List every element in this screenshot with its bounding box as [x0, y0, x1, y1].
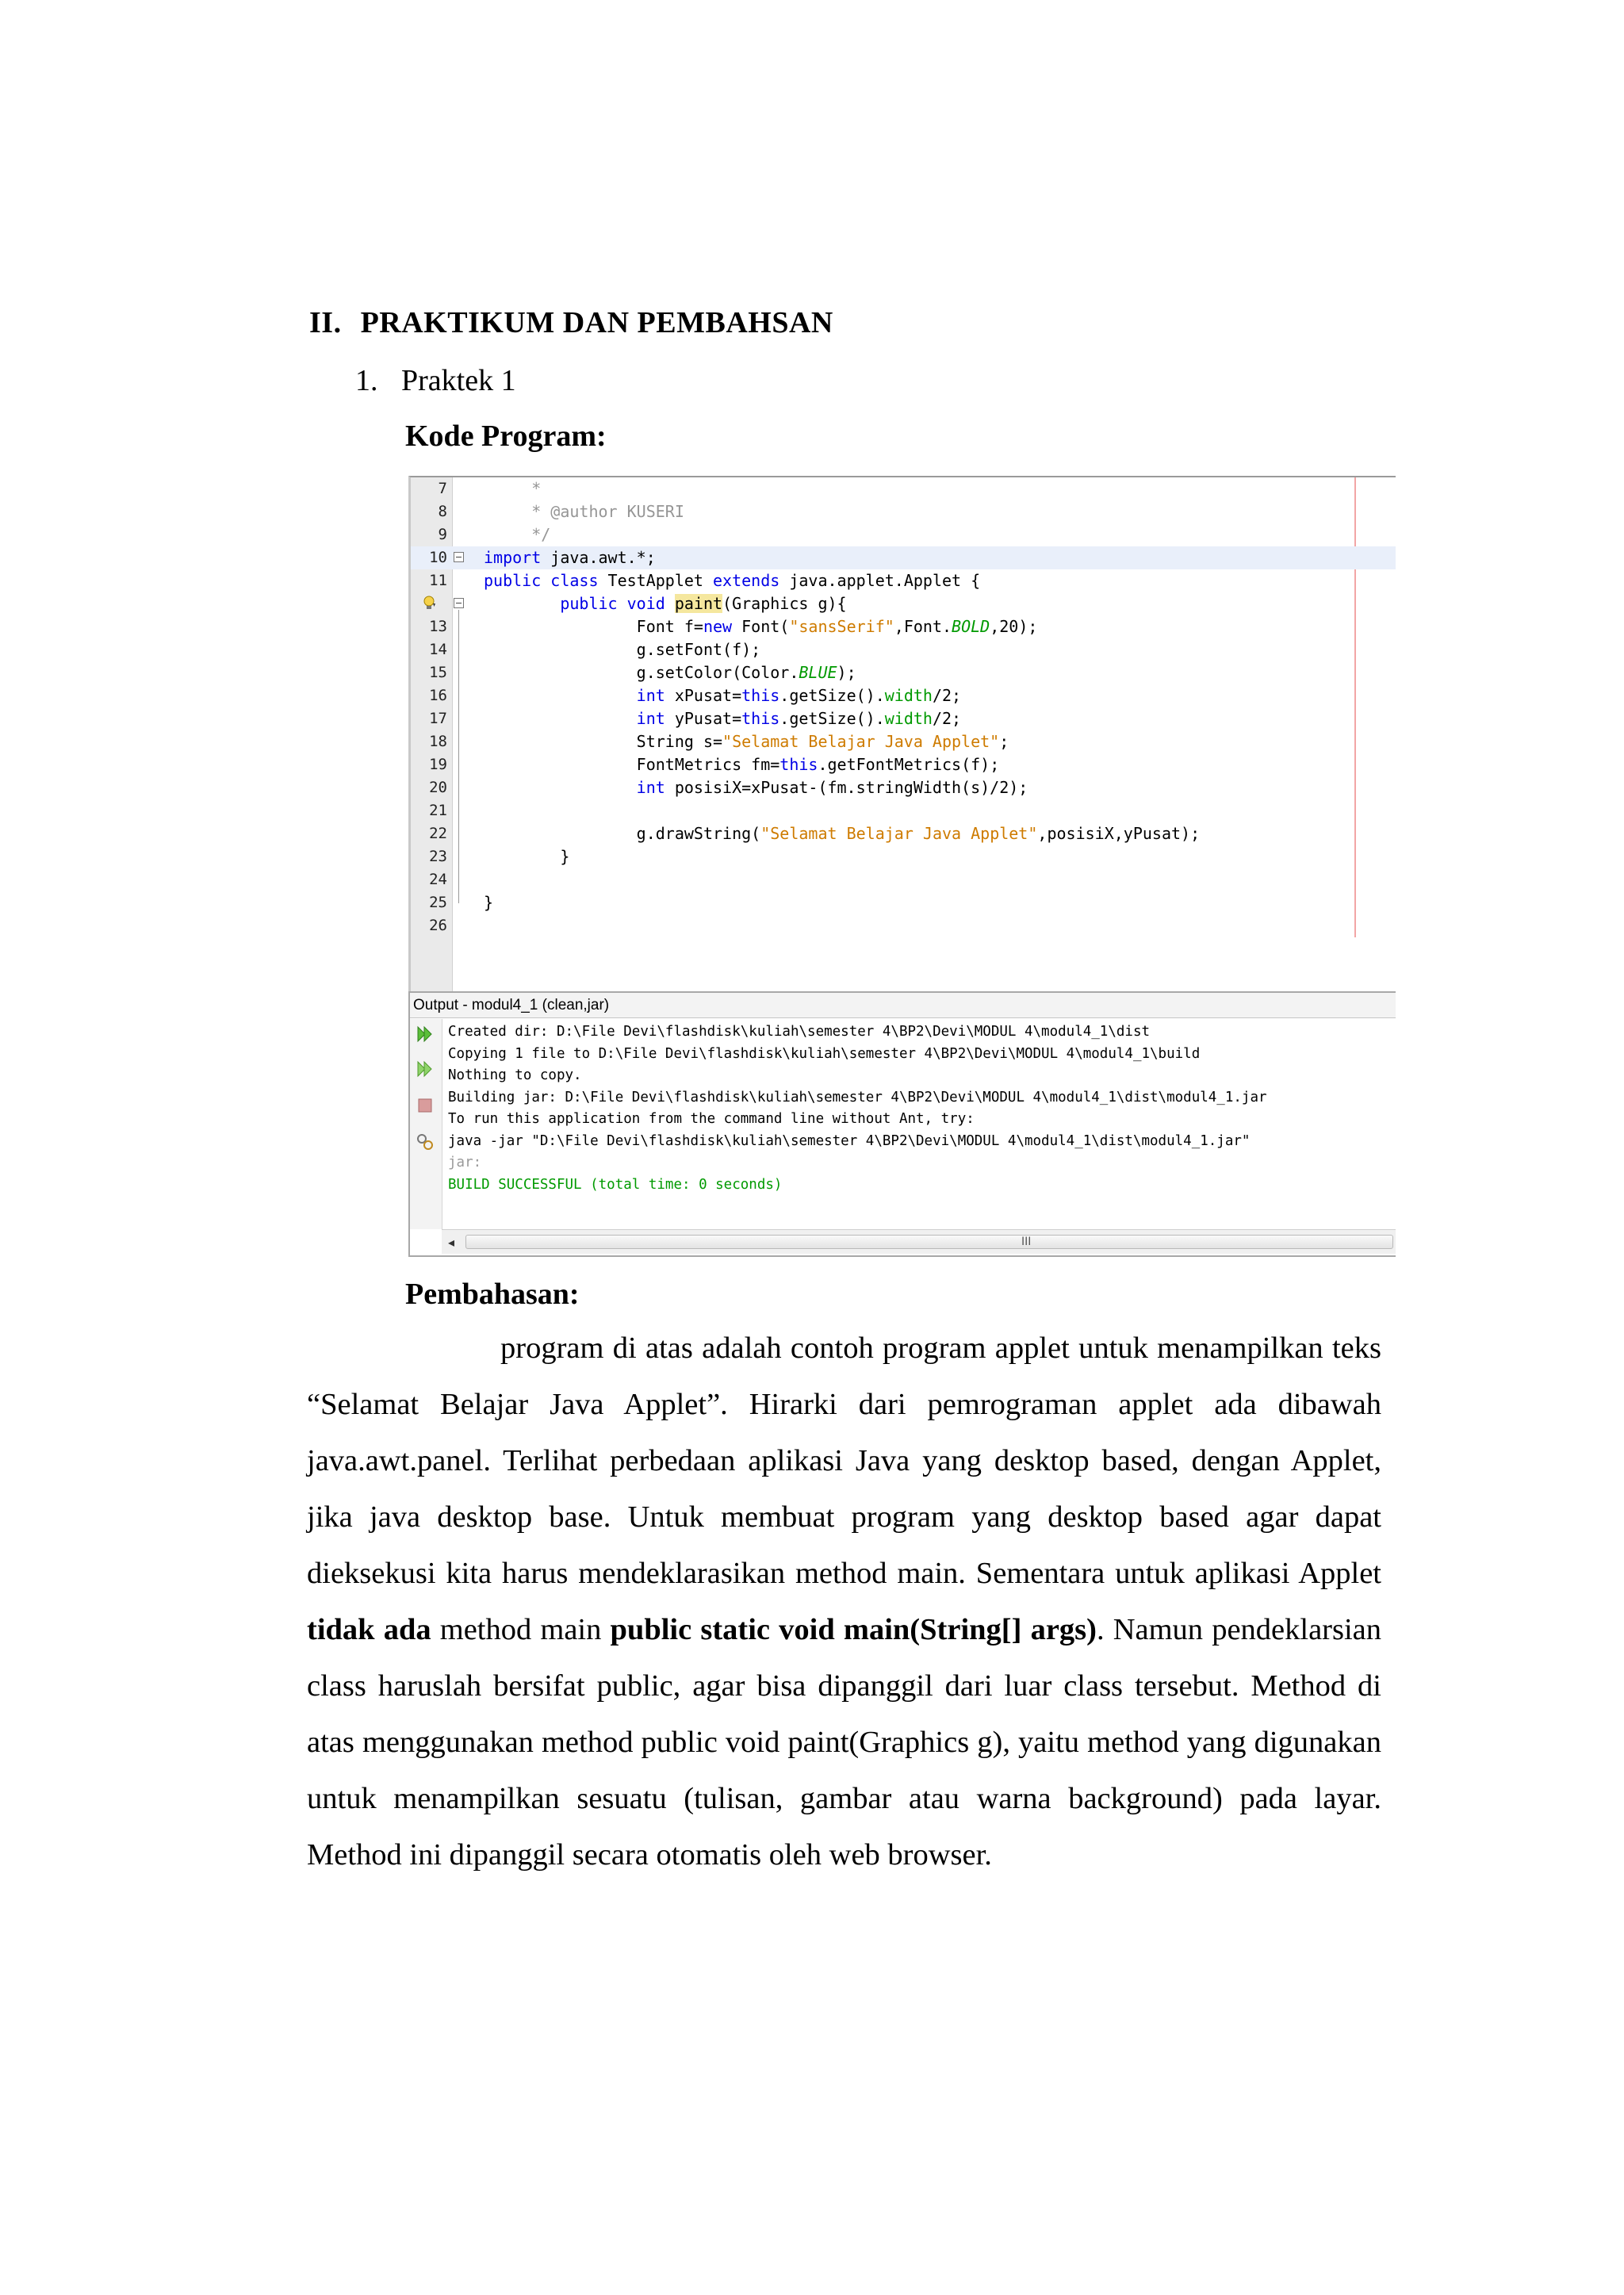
- kode-program-heading: Kode Program:: [405, 420, 607, 453]
- stop-icon[interactable]: [415, 1095, 435, 1116]
- code-text: String s="Selamat Belajar Java Applet";: [484, 732, 1009, 751]
- code-text: int posisiX=xPusat-(fm.stringWidth(s)/2);: [636, 778, 1028, 797]
- paragraph-text: program di atas adalah contoh program applet untuk menampilkan teks “Selamat Belajar Java Applet”. Hirarki dari pemrograman applet ada dibawah java.awt.panel. Terlihat perbedaan aplikasi Java yang desktop based, dengan Applet, jika java desktop base. Untuk membuat program yang desktop based agar dapat dieksekusi kita harus mendeklarasikan method main. Sementara untuk aplikasi Applet: [307, 1331, 1381, 1590]
- paragraph-bold: public static void main(String[] args): [610, 1613, 1097, 1646]
- code-line: [411, 523, 1396, 546]
- line-number: 25: [429, 894, 447, 911]
- code-text: public class TestApplet extends java.applet.Applet {: [484, 571, 981, 590]
- fold-toggle-icon[interactable]: [454, 598, 464, 608]
- rerun-with-options-icon[interactable]: [415, 1059, 435, 1079]
- code-text: }: [484, 847, 570, 866]
- line-number: 26: [429, 917, 447, 934]
- discussion-paragraph: [307, 1320, 1381, 1883]
- code-line: [411, 477, 1396, 500]
- scroll-grip: III: [1021, 1236, 1032, 1248]
- paragraph-bold: tidak ada: [307, 1613, 431, 1646]
- line-number: 17: [429, 710, 447, 727]
- line-number: 10: [429, 549, 447, 566]
- output-line: jar:: [448, 1155, 482, 1170]
- output-line: Building jar: D:\File Devi\flashdisk\kuliah\semester 4\BP2\Devi\MODUL 4\modul4_1\dist\modul4_1.jar: [448, 1089, 1267, 1105]
- horizontal-scrollbar[interactable]: [442, 1229, 1396, 1254]
- code-text: * @author KUSERI: [484, 502, 684, 521]
- line-number: 9: [438, 526, 447, 543]
- code-text: import java.awt.*;: [484, 548, 656, 567]
- code-line: [411, 845, 1396, 868]
- code-line: [411, 661, 1396, 684]
- line-number: 13: [429, 618, 447, 635]
- code-line: [411, 707, 1396, 730]
- code-text: int yPusat=this.getSize().width/2;: [636, 709, 962, 728]
- scroll-thumb[interactable]: [465, 1235, 1393, 1249]
- output-line: To run this application from the command line without Ant, try:: [448, 1111, 975, 1127]
- line-number: 24: [429, 871, 447, 888]
- code-line: [411, 592, 1396, 615]
- output-log: [448, 1021, 1267, 1196]
- paragraph-text: . Namun pendeklarsian class haruslah bersifat public, agar bisa dipanggil dari luar class tersebut. Method di atas menggunakan method public void paint(Graphics g), yaitu method yang digunakan untuk menampilkan sesuatu (tulisan, gambar atau warna background) pada layar. Method ini dipanggil secara otomatis oleh web browser.: [307, 1613, 1381, 1872]
- line-number: 14: [429, 641, 447, 658]
- code-line: [411, 500, 1396, 523]
- code-line: [411, 569, 1396, 592]
- line-number: 20: [429, 779, 447, 796]
- code-line: [411, 868, 1396, 891]
- code-line: [411, 776, 1396, 799]
- output-line: Created dir: D:\File Devi\flashdisk\kuliah\semester 4\BP2\Devi\MODUL 4\modul4_1\dist: [448, 1024, 1151, 1040]
- code-editor: [408, 476, 1396, 998]
- section-heading: [309, 305, 833, 340]
- code-line: [411, 684, 1396, 707]
- code-text: g.setColor(Color.BLUE);: [484, 663, 856, 682]
- paragraph-text: method main: [431, 1613, 611, 1646]
- pembahasan-heading: Pembahasan:: [405, 1278, 580, 1311]
- list-item: [355, 363, 516, 398]
- line-number: 18: [429, 733, 447, 750]
- code-line: [411, 638, 1396, 661]
- line-number: 16: [429, 687, 447, 704]
- line-number: 21: [429, 802, 447, 819]
- code-line: [411, 753, 1396, 776]
- build-status-line: BUILD SUCCESSFUL (total time: 0 seconds): [448, 1176, 783, 1193]
- code-line: [411, 891, 1396, 914]
- list-item-label: Praktek 1: [401, 364, 516, 397]
- line-number: 8: [438, 503, 447, 520]
- code-text: Font f=new Font("sansSerif",Font.BOLD,20);: [484, 617, 1038, 636]
- code-line: [411, 615, 1396, 638]
- line-number: 22: [429, 825, 447, 842]
- output-panel: [408, 991, 1396, 1257]
- code-text: */: [484, 525, 551, 544]
- code-text: FontMetrics fm=this.getFontMetrics(f);: [484, 755, 1000, 774]
- line-number: 11: [429, 572, 447, 589]
- hint-bulb-icon[interactable]: [423, 596, 436, 611]
- line-number: 19: [429, 756, 447, 773]
- code-text: g.drawString("Selamat Belajar Java Applet",posisiX,yPusat);: [484, 824, 1201, 843]
- line-number: 23: [429, 848, 447, 865]
- code-text: int xPusat=this.getSize().width/2;: [636, 686, 962, 705]
- code-text: }: [484, 893, 494, 912]
- settings-icon[interactable]: [415, 1132, 435, 1152]
- code-line-current: [411, 546, 1396, 569]
- code-line: [411, 822, 1396, 845]
- ide-screenshot: [408, 476, 1396, 1257]
- code-line: [411, 730, 1396, 753]
- section-number: II.: [309, 306, 342, 339]
- line-number: 15: [429, 664, 447, 681]
- rerun-icon[interactable]: [415, 1024, 435, 1044]
- output-line: Copying 1 file to D:\File Devi\flashdisk\kuliah\semester 4\BP2\Devi\MODUL 4\modul4_1\build: [448, 1045, 1201, 1062]
- line-number: 7: [438, 480, 447, 497]
- fold-toggle-icon[interactable]: [454, 552, 464, 562]
- code-text: *: [484, 479, 542, 498]
- code-text: public void paint(Graphics g){: [560, 594, 847, 613]
- section-title: PRAKTIKUM DAN PEMBAHSAN: [360, 306, 833, 339]
- output-line: java -jar "D:\File Devi\flashdisk\kuliah\semester 4\BP2\Devi\MODUL 4\modul4_1\dist\modul4_1.jar": [448, 1132, 1251, 1149]
- output-panel-title: Output - modul4_1 (clean,jar): [410, 993, 1396, 1018]
- code-line: [411, 914, 1396, 937]
- scroll-left-icon[interactable]: ◂: [448, 1235, 455, 1250]
- code-text: g.setFont(f);: [484, 640, 761, 659]
- list-item-number: 1.: [355, 364, 378, 397]
- output-line: Nothing to copy.: [448, 1067, 582, 1083]
- output-toolbar: [410, 1019, 442, 1229]
- code-line: [411, 799, 1396, 822]
